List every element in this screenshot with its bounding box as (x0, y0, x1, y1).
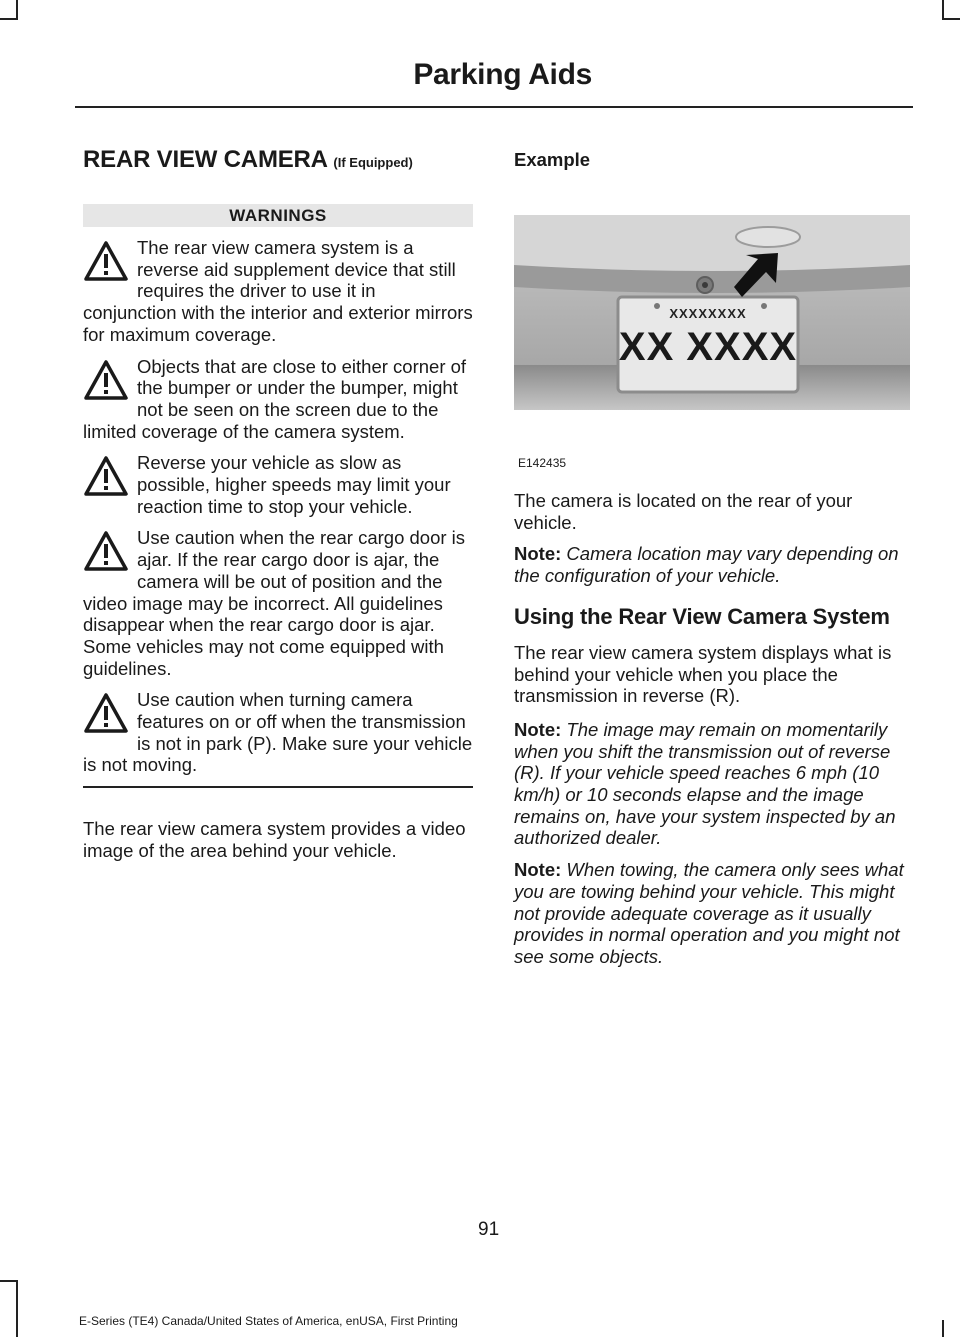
note-label: Note: (514, 543, 562, 565)
warning-item (83, 356, 473, 443)
page-header-title: Parking Aids (413, 58, 592, 91)
note-text: Camera location may vary depending on the configuration of your vehicle. (514, 543, 899, 587)
warning-text: Use caution when the rear cargo door is ajar. If the rear cargo door is ajar, the camera will be out of position and the video image may be incorrect. All guidelines disappear when the rear cargo door is ajar. Some vehicles may not come equipped with guidelines. (83, 527, 466, 679)
warning-triangle-icon (83, 359, 129, 403)
intro-paragraph: The rear view camera system provides a video image of the area behind your vehicle. (83, 818, 466, 861)
crop-mark (942, 0, 944, 18)
note-towing (514, 859, 909, 968)
figure-code: E142435 (518, 456, 567, 470)
warning-text: Reverse your vehicle as slow as possible, higher speeds may limit your reaction time to stop your vehicle. (137, 452, 451, 517)
note-text: The image may remain on momentarily when you shift the transmission out of reverse (R). If your vehicle speed reaches 6 mph (10 km/h) or 10 seconds elapse and the image remains on, have your system inspected by an authorized dealer. (514, 718, 896, 849)
warning-item (83, 689, 473, 776)
crop-mark (16, 0, 18, 18)
warning-triangle-icon (83, 240, 129, 284)
vehicle-rear-illustration (514, 215, 910, 410)
warning-triangle-icon (83, 455, 129, 499)
camera-location-text: The camera is located on the rear of your vehicle. (514, 490, 853, 533)
right-column (514, 145, 909, 968)
page-number: 91 (478, 1219, 500, 1240)
crop-mark (942, 18, 960, 20)
note-label: Note: (514, 718, 562, 740)
footer-text: E-Series (TE4) Canada/United States of America, enUSA, First Printing (79, 1314, 458, 1328)
crop-mark (942, 1320, 944, 1337)
section-title-suffix: (If Equipped) (333, 155, 413, 170)
warning-triangle-icon (83, 692, 129, 736)
warning-text: The rear view camera system is a reverse aid supplement device that still requires the driver to use it in conjunction with the interior and exterior mirrors for maximum coverage. (83, 237, 473, 345)
section-title (83, 145, 473, 178)
warning-text: Objects that are close to either corner of the bumper or under the bumper, might not be seen on the screen due to the limited coverage of the camera system. (83, 355, 467, 442)
header-divider (75, 106, 913, 108)
plate-main-text: XX XXXX (618, 325, 798, 369)
subsection-title: Using the Rear View Camera System (514, 603, 890, 629)
note-text: When towing, the camera only sees what you are towing behind your vehicle. This might not provide adequate coverage as it usually provides in normal operation and you might not see some objects. (514, 859, 904, 967)
left-column (83, 145, 473, 862)
crop-mark (0, 18, 18, 20)
warning-item (83, 452, 473, 517)
crop-mark (0, 1280, 18, 1282)
section-title-text: REAR VIEW CAMERA (83, 146, 327, 173)
subsection-text: The rear view camera system displays what is behind your vehicle when you place the transmission in reverse (R). (514, 641, 892, 707)
note-label: Note: (514, 859, 562, 881)
example-label: Example (514, 149, 591, 170)
plate-top-text: XXXXXXXX (669, 306, 747, 321)
warning-text: Use caution when turning camera features on or off when the transmission is not in park (P). Make sure your vehicle is not moving. (83, 689, 473, 776)
note-location (514, 543, 909, 586)
camera-location-figure (514, 215, 910, 470)
warnings-list (83, 237, 473, 788)
note-reverse (514, 719, 909, 849)
warning-item (83, 237, 473, 346)
crop-mark (16, 1280, 18, 1337)
warnings-heading: WARNINGS (83, 204, 473, 227)
warning-item (83, 527, 473, 679)
warning-triangle-icon (83, 530, 129, 574)
